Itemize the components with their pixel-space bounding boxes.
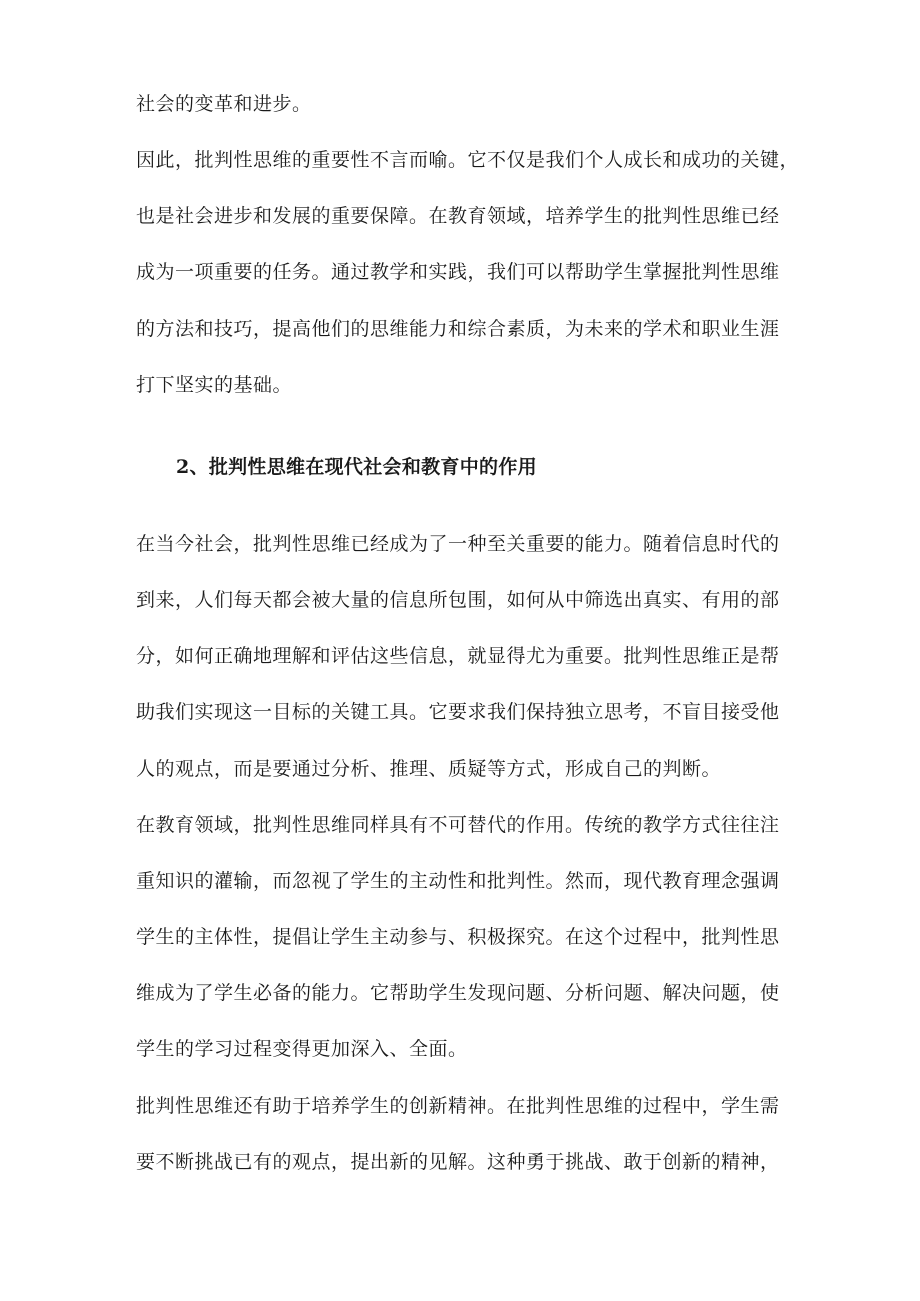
paragraph-line: 打下坚实的基础。 <box>136 374 293 396</box>
paragraph-line: 人的观点，而是要通过分析、推理、质疑等方式，形成自己的判断。 <box>136 758 722 780</box>
paragraph-line: 重知识的灌输，而忽视了学生的主动性和批判性。然而，现代教育理念强调 <box>136 870 780 892</box>
paragraph-line: 因此，批判性思维的重要性不言而喻。它不仅是我们个人成长和成功的关键， <box>136 149 800 171</box>
paragraph-line: 维成为了学生必备的能力。它帮助学生发现问题、分析问题、解决问题，使 <box>136 982 780 1004</box>
paragraph-line: 要不断挑战已有的观点，提出新的见解。这种勇于挑战、敢于创新的精神， <box>136 1151 780 1173</box>
paragraph-line: 分，如何正确地理解和评估这些信息，就显得尤为重要。批判性思维正是帮 <box>136 645 780 667</box>
paragraph-line: 到来，人们每天都会被大量的信息所包围，如何从中筛选出真实、有用的部 <box>136 589 780 611</box>
paragraph-line: 成为一项重要的任务。通过教学和实践，我们可以帮助学生掌握批判性思维 <box>136 261 780 283</box>
paragraph-line: 在当今社会，批判性思维已经成为了一种至关重要的能力。随着信息时代的 <box>136 533 780 555</box>
paragraph-line: 学生的学习过程变得更加深入、全面。 <box>136 1038 468 1060</box>
paragraph-line: 助我们实现这一目标的关键工具。它要求我们保持独立思考，不盲目接受他 <box>136 701 780 723</box>
paragraph-line: 批判性思维还有助于培养学生的创新精神。在批判性思维的过程中，学生需 <box>136 1095 780 1117</box>
paragraph-line: 也是社会进步和发展的重要保障。在教育领域，培养学生的批判性思维已经 <box>136 205 780 227</box>
section-heading: 2、批判性思维在现代社会和教育中的作用 <box>176 456 537 478</box>
paragraph-line: 的方法和技巧，提高他们的思维能力和综合素质，为未来的学术和职业生涯 <box>136 318 780 340</box>
paragraph-line: 社会的变革和进步。 <box>136 93 312 115</box>
paragraph-line: 学生的主体性，提倡让学生主动参与、积极探究。在这个过程中，批判性思 <box>136 926 780 948</box>
paragraph-line: 在教育领域，批判性思维同样具有不可替代的作用。传统的教学方式往往注 <box>136 814 780 836</box>
